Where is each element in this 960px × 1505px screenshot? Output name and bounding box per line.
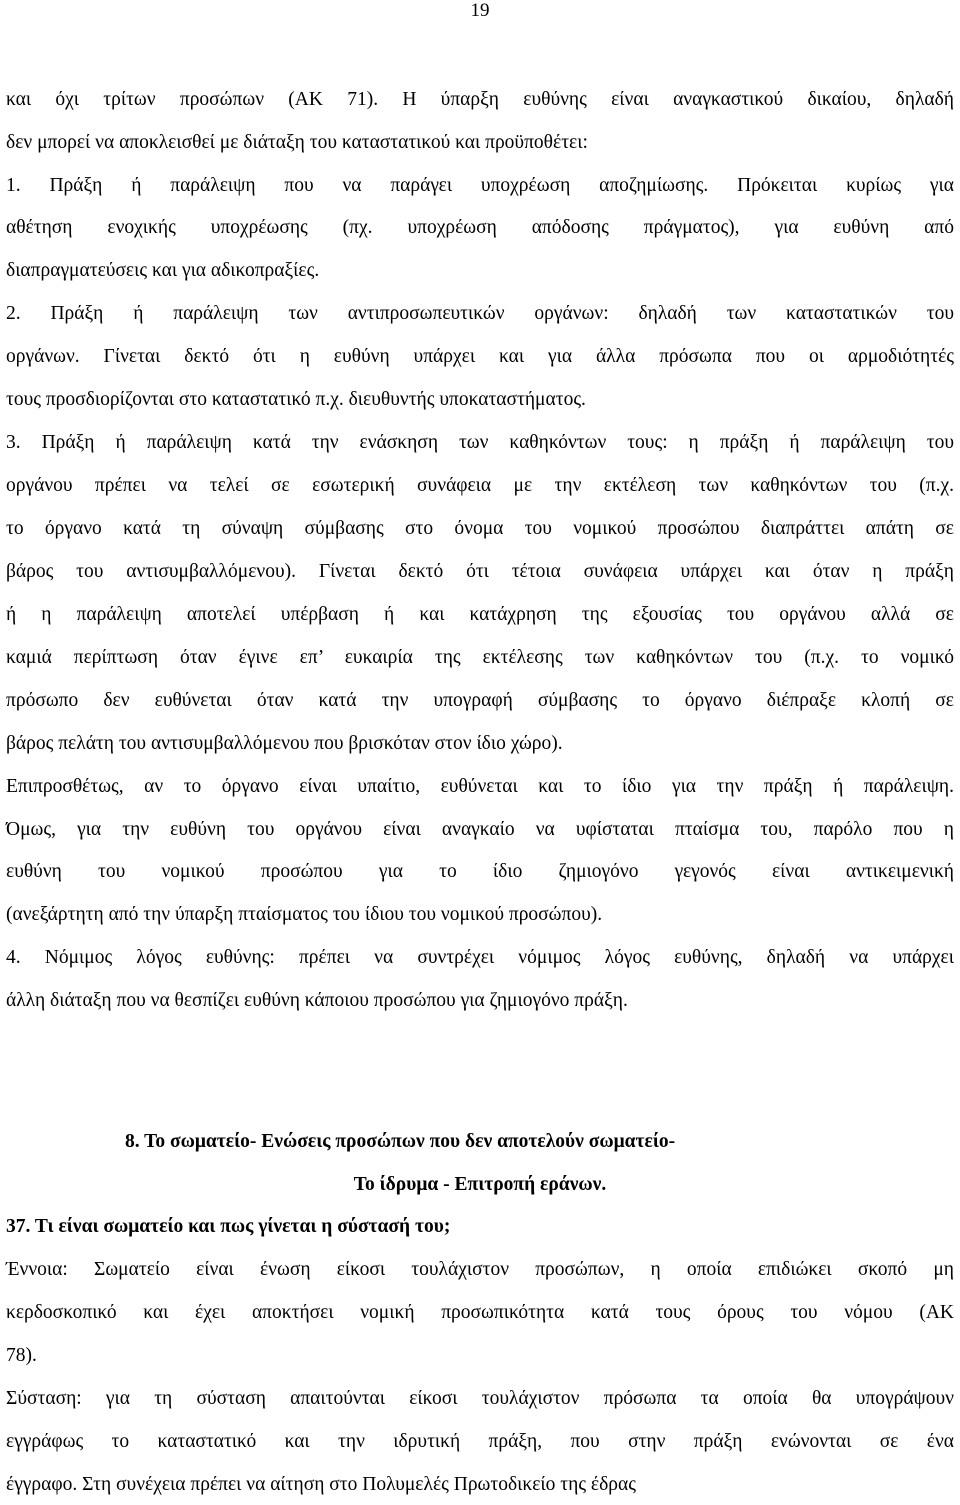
text-line: 3. Πράξη ή παράλειψη κατά την ενάσκηση των καθηκόντων τους: η πράξη ή παράλειψη του	[6, 432, 954, 453]
text-line: κερδοσκοπικό και έχει αποκτήσει νομική προσωπικότητα κατά τους όρους του νόμου (ΑΚ	[6, 1302, 954, 1323]
section-subheading	[0, 1170, 960, 1200]
text-line: έγγραφο. Στη συνέχεια πρέπει να αίτηση στο Πολυμελές Πρωτοδικείο της έδρας	[6, 1474, 636, 1495]
text-line: 2. Πράξη ή παράλειψη των αντιπροσωπευτικών οργάνων: δηλαδή των καταστατικών του	[6, 303, 954, 324]
text-line: βάρος του αντισυμβαλλόμενου). Γίνεται δεκτό ότι τέτοια συνάφεια υπάρχει και όταν η πράξη	[6, 561, 954, 582]
text-line: διαπραγματεύσεις και για αδικοπραξίες.	[6, 260, 320, 281]
text-line: Σύσταση: για τη σύσταση απαιτούνται είκοσι τουλάχιστον πρόσωπα τα οποία θα υπογράψουν	[6, 1388, 954, 1409]
text-line: 78).	[6, 1345, 37, 1366]
text-line: άλλη διάταξη που να θεσπίζει ευθύνη κάποιου προσώπου για ζημιογόνο πράξη.	[6, 990, 628, 1011]
text-line: οργάνου πρέπει να τελεί σε εσωτερική συνάφεια με την εκτέλεση των καθηκόντων του (π.χ.	[6, 475, 954, 496]
text-line: 4. Νόμιμος λόγος ευθύνης: πρέπει να συντρέχει νόμιμος λόγος ευθύνης, δηλαδή να υπάρχει	[6, 947, 954, 968]
text-line: εγγράφως το καταστατικό και την ιδρυτική πράξη, που στην πράξη ενώνονται σε ένα	[6, 1431, 954, 1452]
question-heading: 37. Τι είναι σωματείο και πως γίνεται η σύστασή του;	[6, 1216, 451, 1237]
section-heading-line-1: 8. Το σωματείο- Ενώσεις προσώπων που δεν αποτελούν σωματείο-	[125, 1131, 676, 1152]
section-heading-line-2: Το ίδρυμα - Επιτροπή εράνων.	[353, 1174, 607, 1195]
text-line: ή η παράλειψη αποτελεί υπέρβαση ή και κατάχρηση της εξουσίας του οργάνου αλλά σε	[6, 604, 954, 625]
text-line: Έννοια: Σωματείο είναι ένωση είκοσι τουλάχιστον προσώπων, η οποία επιδιώκει σκοπό μη	[6, 1259, 954, 1280]
text-line: δεν μπορεί να αποκλεισθεί με διάταξη του καταστατικού και προϋποθέτει:	[6, 132, 588, 153]
text-line: πρόσωπο δεν ευθύνεται όταν κατά την υπογραφή σύμβασης το όργανο διέπραξε κλοπή σε	[6, 690, 954, 711]
text-line: τους προσδιορίζονται στο καταστατικό π.χ. διευθυντής υποκαταστήματος.	[6, 389, 586, 410]
text-line: 1. Πράξη ή παράλειψη που να παράγει υποχρέωση αποζημίωσης. Πρόκειται κυρίως για	[6, 175, 954, 196]
text-line: Όμως, για την ευθύνη του οργάνου είναι αναγκαίο να υφίσταται πταίσμα του, παρόλο που η	[6, 819, 954, 840]
page-number: 19	[470, 0, 490, 21]
text-line: οργάνων. Γίνεται δεκτό ότι η ευθύνη υπάρχει και για άλλα πρόσωπα που οι αρμοδιότητές	[6, 346, 954, 367]
section-heading	[125, 1127, 675, 1157]
text-line: βάρος πελάτη του αντισυμβαλλόμενου που βρισκόταν στον ίδιο χώρο).	[6, 733, 563, 754]
text-line: ευθύνη του νομικού προσώπου για το ίδιο ζημιογόνο γεγονός είναι αντικειμενική	[6, 861, 954, 882]
text-line: καμιά περίπτωση όταν έγινε επ’ ευκαιρία της εκτέλεσης των καθηκόντων του (π.χ. το νομικό	[6, 647, 954, 668]
text-line: Επιπροσθέτως, αν το όργανο είναι υπαίτιο, ευθύνεται και το ίδιο για την πράξη ή παράλειψη.	[6, 776, 954, 797]
text-line: (ανεξάρτητη από την ύπαρξη πταίσματος του ίδιου του νομικού προσώπου).	[6, 904, 603, 925]
text-line: και όχι τρίτων προσώπων (ΑΚ 71). Η ύπαρξη ευθύνης είναι αναγκαστικού δικαίου, δηλαδή	[6, 89, 954, 110]
text-line: το όργανο κατά τη σύναψη σύμβασης στο όνομα του νομικού προσώπου διαπράττει απάτη σε	[6, 518, 954, 539]
text-line: αθέτηση ενοχικής υποχρέωσης (πχ. υποχρέωση απόδοσης πράγματος), για ευθύνη από	[6, 217, 954, 238]
